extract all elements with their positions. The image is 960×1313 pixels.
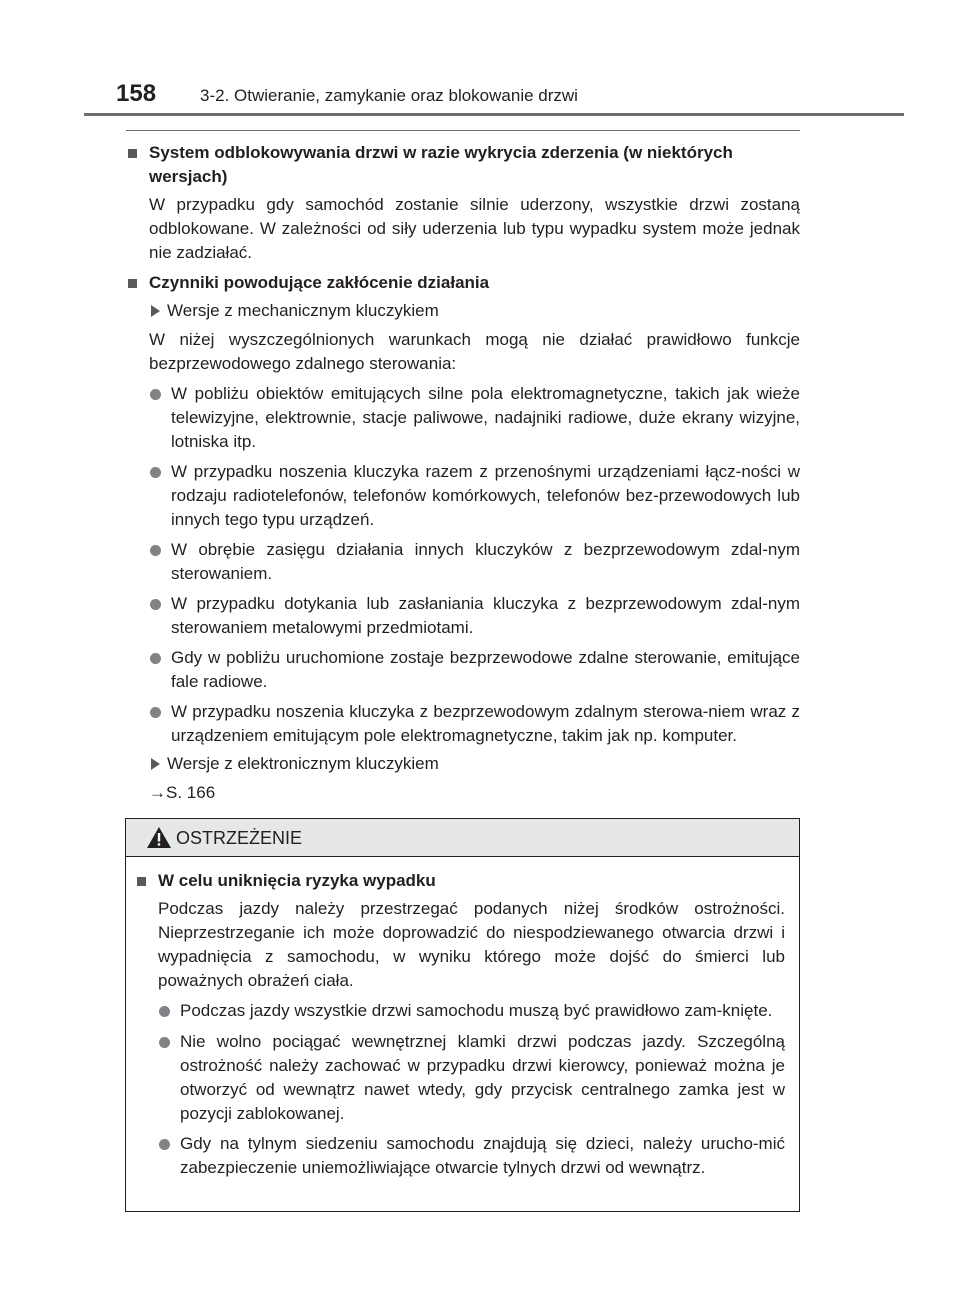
square-bullet-icon [127, 271, 149, 295]
section-heading: System odblokowywania drzwi w razie wykrycia zderzenia (w niektórych wersjach) [127, 141, 800, 189]
list-item: Nie wolno pociągać wewnętrznej klamki drzwi podczas jazdy. Szczególną ostrożność należy zachować w przypadku drzwi kierowcy, ponieważ można je otworzyć od wewnątrz nawet wtedy, gdy przycisk centralnego zamka jest w pozycji zablokowanej. [158, 1030, 785, 1126]
list-item: Podczas jazdy wszystkie drzwi samochodu muszą być prawidłowo zam-knięte. [158, 999, 785, 1024]
page-content [127, 138, 800, 805]
triangle-bullet-icon [149, 299, 167, 324]
warning-triangle-icon [146, 826, 172, 849]
circle-bullet-icon [158, 999, 180, 1024]
circle-bullet-icon [158, 1030, 180, 1126]
list-item: W pobliżu obiektów emitujących silne pola elektromagnetyczne, takich jak wieże telewizyjne, elektrownie, stacje paliwowe, nadajniki radiowe, duże ekrany wizyjne, lotniska itp. [149, 382, 800, 454]
circle-bullet-icon [149, 382, 171, 454]
circle-bullet-icon [149, 460, 171, 532]
subheading-electronic-key: Wersje z elektronicznym kluczykiem [149, 752, 800, 777]
circle-bullet-icon [149, 646, 171, 694]
triangle-bullet-icon [149, 752, 167, 777]
circle-bullet-icon [158, 1132, 180, 1180]
page-header [0, 78, 960, 118]
header-divider [84, 113, 904, 116]
list-item: Gdy na tylnym siedzeniu samochodu znajdują się dzieci, należy urucho-mić zabezpieczenie uniemożliwiające otwarcie tylnych drzwi od wewnątrz. [158, 1132, 785, 1180]
square-bullet-icon [127, 141, 149, 189]
list-item: W obrębie zasięgu działania innych kluczyków z bezprzewodowym zdal-nym sterowaniem. [149, 538, 800, 586]
warning-text: Podczas jazdy należy przestrzegać podanych niżej środków ostrożności. Nieprzestrzeganie ich może doprowadzić do niespodziewanego otwarcia drzwi i wypadnięcia z samochodu, w wyniku którego może dojść do śmierci lub poważnych obrażeń ciała. [158, 899, 785, 990]
section-body: W przypadku gdy samochód zostanie silnie uderzony, wszystkie drzwi zostaną odblokowane. W zależności od siły uderzenia lub typu wypadku system może jednak nie zadziałać. [149, 195, 800, 262]
circle-bullet-icon [149, 592, 171, 640]
page-number: 158 [116, 80, 157, 107]
chapter-title: 3-2. Otwieranie, zamykanie oraz blokowanie drzwi [200, 86, 578, 105]
section-intro: W niżej wyszczególnionych warunkach mogą nie działać prawidłowo funkcje bezprzewodowego zdalnego sterowania: [149, 330, 800, 373]
circle-bullet-icon [149, 700, 171, 748]
section-interference [127, 271, 800, 805]
page-reference-link[interactable]: →S. 166 [149, 783, 216, 802]
square-bullet-icon [136, 869, 158, 893]
section-crash-unlock [127, 141, 800, 265]
warning-box [125, 818, 800, 1212]
list-item: Gdy w pobliżu uruchomione zostaje bezprzewodowe zdalne sterowanie, emitujące fale radiowe. [149, 646, 800, 694]
circle-bullet-icon [149, 538, 171, 586]
list-item: W przypadku noszenia kluczyka razem z przenośnymi urządzeniami łącz-ności w rodzaju radiotelefonów, telefonów komórkowych, telefonów bez-przewodowych lub innych tego typu urządzeń. [149, 460, 800, 532]
warning-body [126, 857, 799, 1180]
warning-header [126, 819, 799, 857]
section-heading: Czynniki powodujące zakłócenie działania [127, 271, 800, 295]
subheading-mechanical-key: Wersje z mechanicznym kluczykiem [149, 299, 800, 324]
warning-label: OSTRZEŻENIE [176, 828, 303, 848]
content-divider [126, 130, 800, 131]
list-item: W przypadku noszenia kluczyka z bezprzewodowym zdalnym sterowa-niem wraz z urządzeniem emitującym pole elektromagnetyczne, takim jak np. komputer. [149, 700, 800, 748]
list-item: W przypadku dotykania lub zasłaniania kluczyka z bezprzewodowym zdal-nym sterowaniem metalowymi przedmiotami. [149, 592, 800, 640]
warning-heading: W celu uniknięcia ryzyka wypadku [136, 869, 785, 893]
